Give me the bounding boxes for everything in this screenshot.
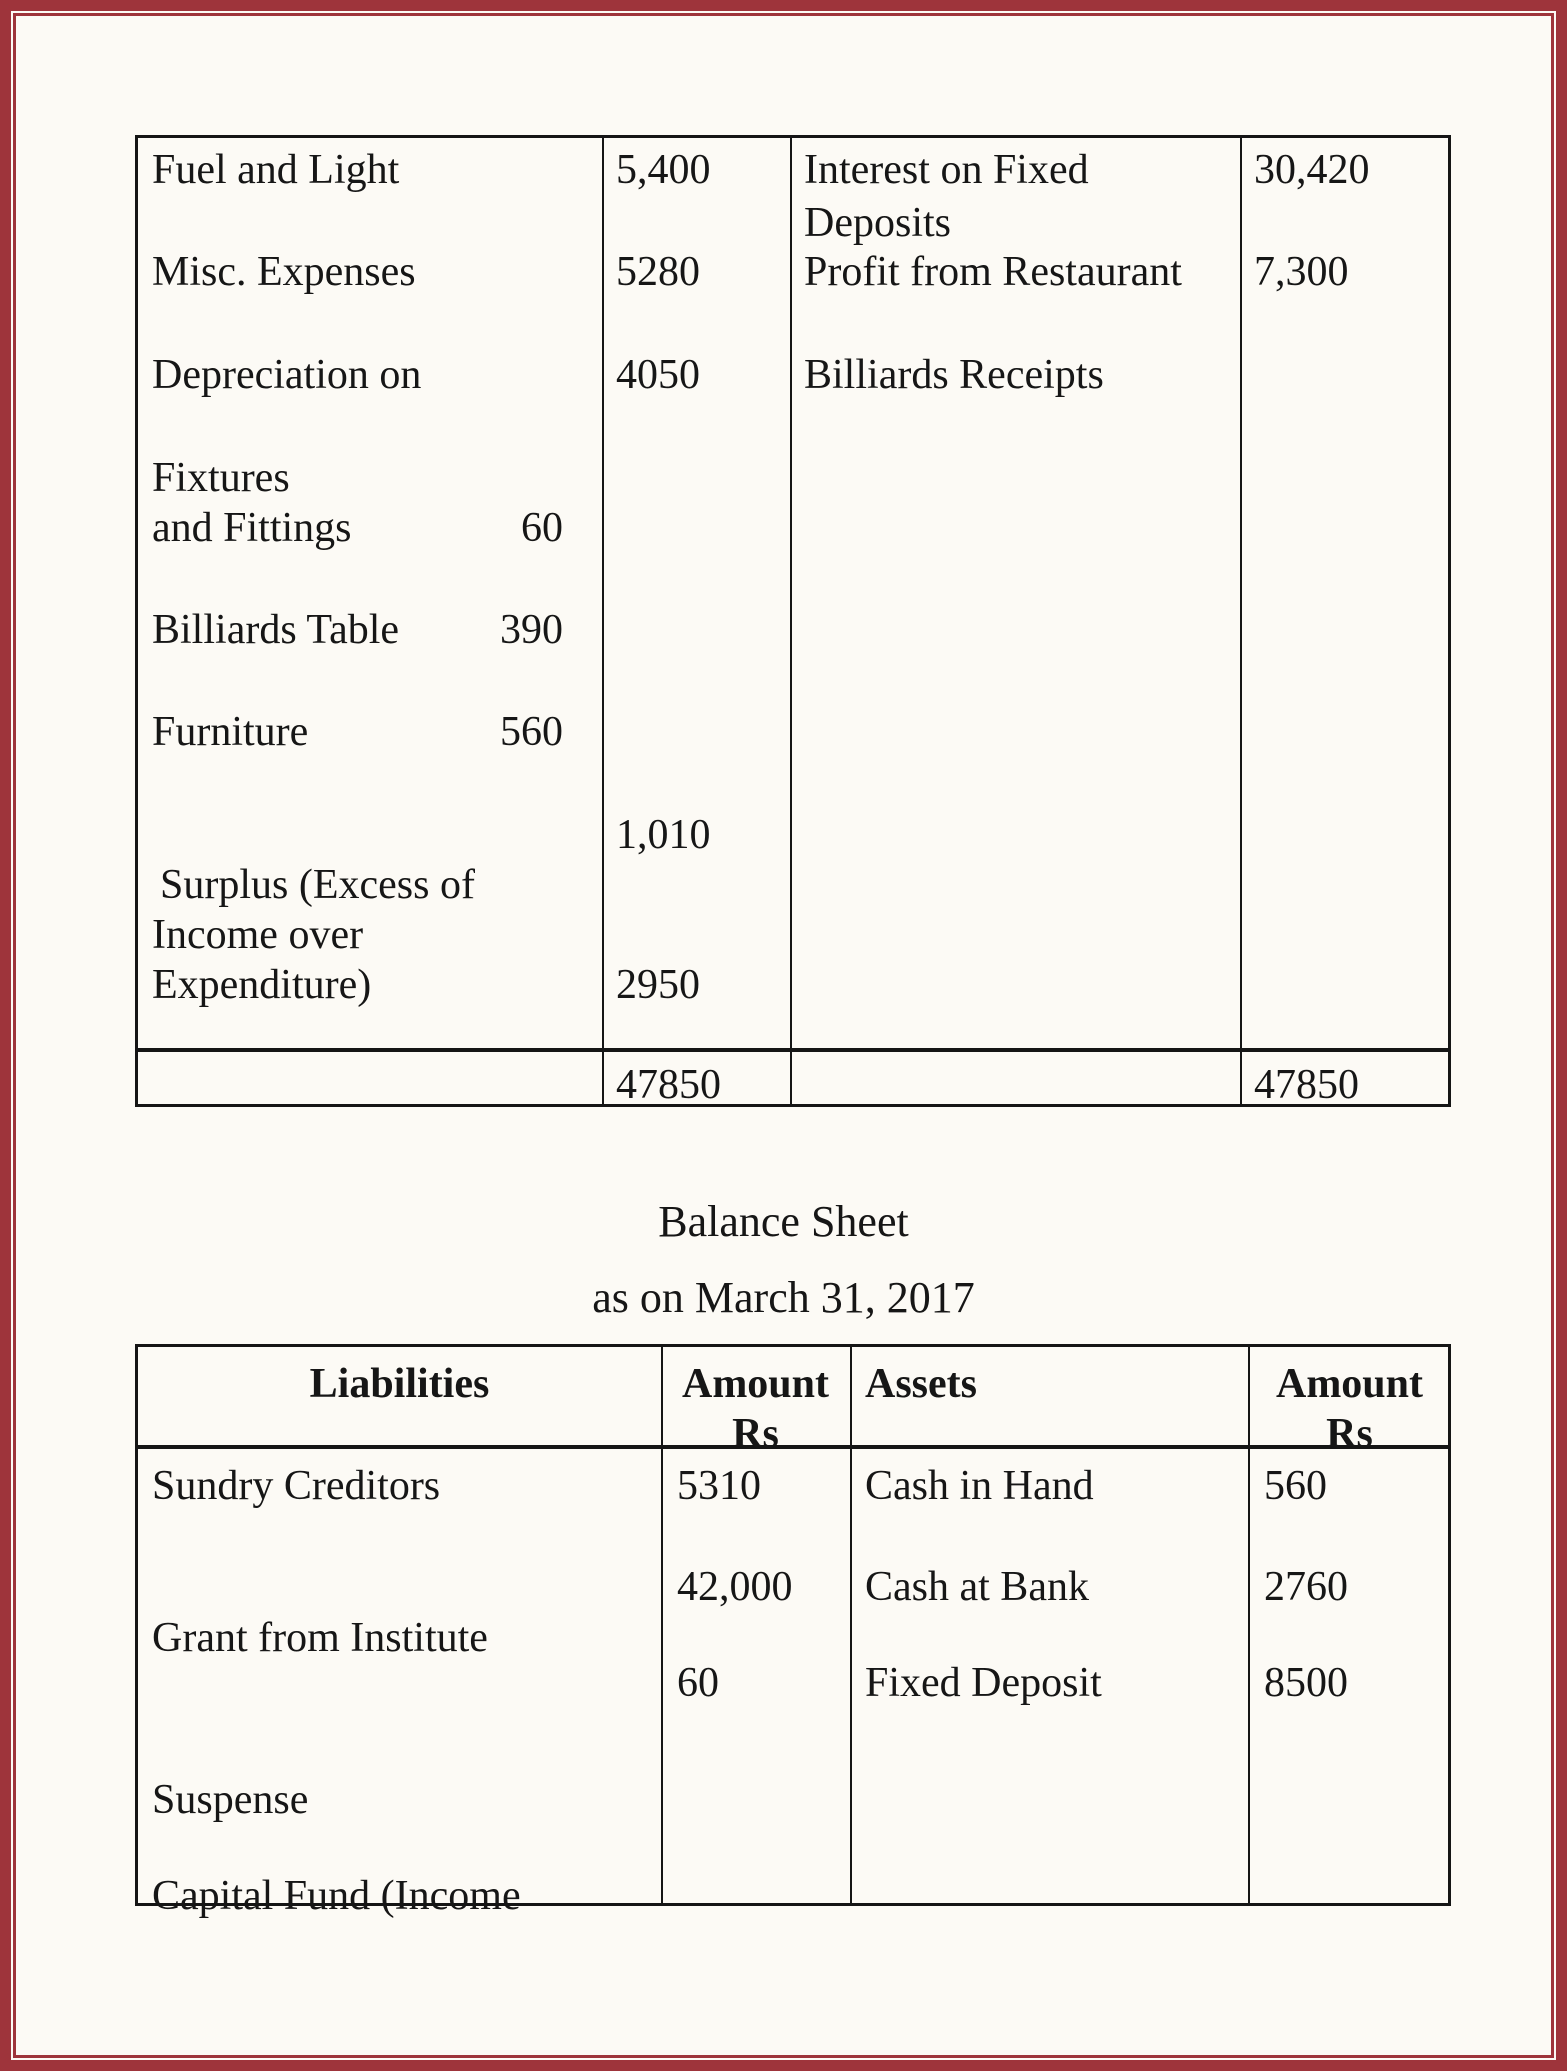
expenditure-item-label: Expenditure) xyxy=(152,962,372,1008)
column-divider xyxy=(790,138,792,1104)
expenditure-amount: 4050 xyxy=(616,352,700,398)
income-item-label: Billiards Receipts xyxy=(804,352,1104,398)
asset-label: Cash at Bank xyxy=(865,1564,1089,1610)
expenditure-total: 47850 xyxy=(616,1062,721,1108)
expenditure-item-label: and Fittings xyxy=(152,505,352,551)
amount-header: Amount xyxy=(681,1361,830,1407)
asset-label: Cash in Hand xyxy=(865,1463,1094,1509)
expenditure-item-label: Fixtures xyxy=(152,455,290,501)
expenditure-amount: 5,400 xyxy=(616,147,711,193)
expenditure-item-label: Billiards Table xyxy=(152,607,400,653)
expenditure-amount: 2950 xyxy=(616,962,700,1008)
totals-rule xyxy=(138,1048,1448,1052)
balance-sheet-title: Balance Sheet xyxy=(658,1197,909,1246)
income-item-label: Interest on Fixed xyxy=(804,147,1089,193)
income-total: 47850 xyxy=(1254,1062,1359,1108)
liability-label: Suspense xyxy=(152,1777,309,1823)
income-item-label: Profit from Restaurant xyxy=(804,249,1182,295)
expenditure-amount: 5280 xyxy=(616,249,700,295)
income-amount: 7,300 xyxy=(1254,249,1349,295)
liability-label: Capital Fund (Income xyxy=(152,1873,521,1919)
column-divider xyxy=(1240,138,1242,1104)
liabilities-header: Liabilities xyxy=(309,1361,490,1407)
assets-header: Assets xyxy=(865,1361,977,1407)
liability-label: Sundry Creditors xyxy=(152,1463,441,1509)
balance-sheet-subtitle: as on March 31, 2017 xyxy=(592,1273,975,1322)
balance-sheet-table xyxy=(135,1344,1451,1919)
asset-amount: 8500 xyxy=(1264,1660,1348,1706)
liability-label: Grant from Institute xyxy=(152,1615,488,1661)
amount-header: Amount xyxy=(1275,1361,1424,1407)
asset-amount: 2760 xyxy=(1264,1564,1348,1610)
expenditure-item-label: Depreciation on xyxy=(152,352,422,398)
expenditure-item-label: Income over xyxy=(152,912,364,958)
expenditure-item-label: Misc. Expenses xyxy=(152,249,416,295)
expenditure-item-label: Fuel and Light xyxy=(152,147,400,193)
asset-amount: 560 xyxy=(1264,1463,1327,1509)
expenditure-subamount: 60 xyxy=(521,505,563,551)
expenditure-amount: 1,010 xyxy=(616,812,711,858)
liability-amount: 60 xyxy=(677,1660,719,1706)
liability-amount: 42,000 xyxy=(677,1564,793,1610)
income-item-label: Deposits xyxy=(804,200,951,246)
income-expenditure-table xyxy=(135,135,1451,1107)
rs-header: Rs xyxy=(732,1411,779,1457)
liability-amount: 5310 xyxy=(677,1463,761,1509)
rs-header: Rs xyxy=(1326,1411,1373,1457)
expenditure-subamount: 560 xyxy=(500,709,563,755)
expenditure-item-label: Furniture xyxy=(152,709,309,755)
income-amount: 30,420 xyxy=(1254,147,1370,193)
column-divider xyxy=(602,138,604,1104)
column-divider xyxy=(850,1347,852,1903)
expenditure-subamount: 390 xyxy=(500,607,563,653)
expenditure-item-label: Surplus (Excess of xyxy=(160,862,475,908)
asset-label: Fixed Deposit xyxy=(865,1660,1102,1706)
